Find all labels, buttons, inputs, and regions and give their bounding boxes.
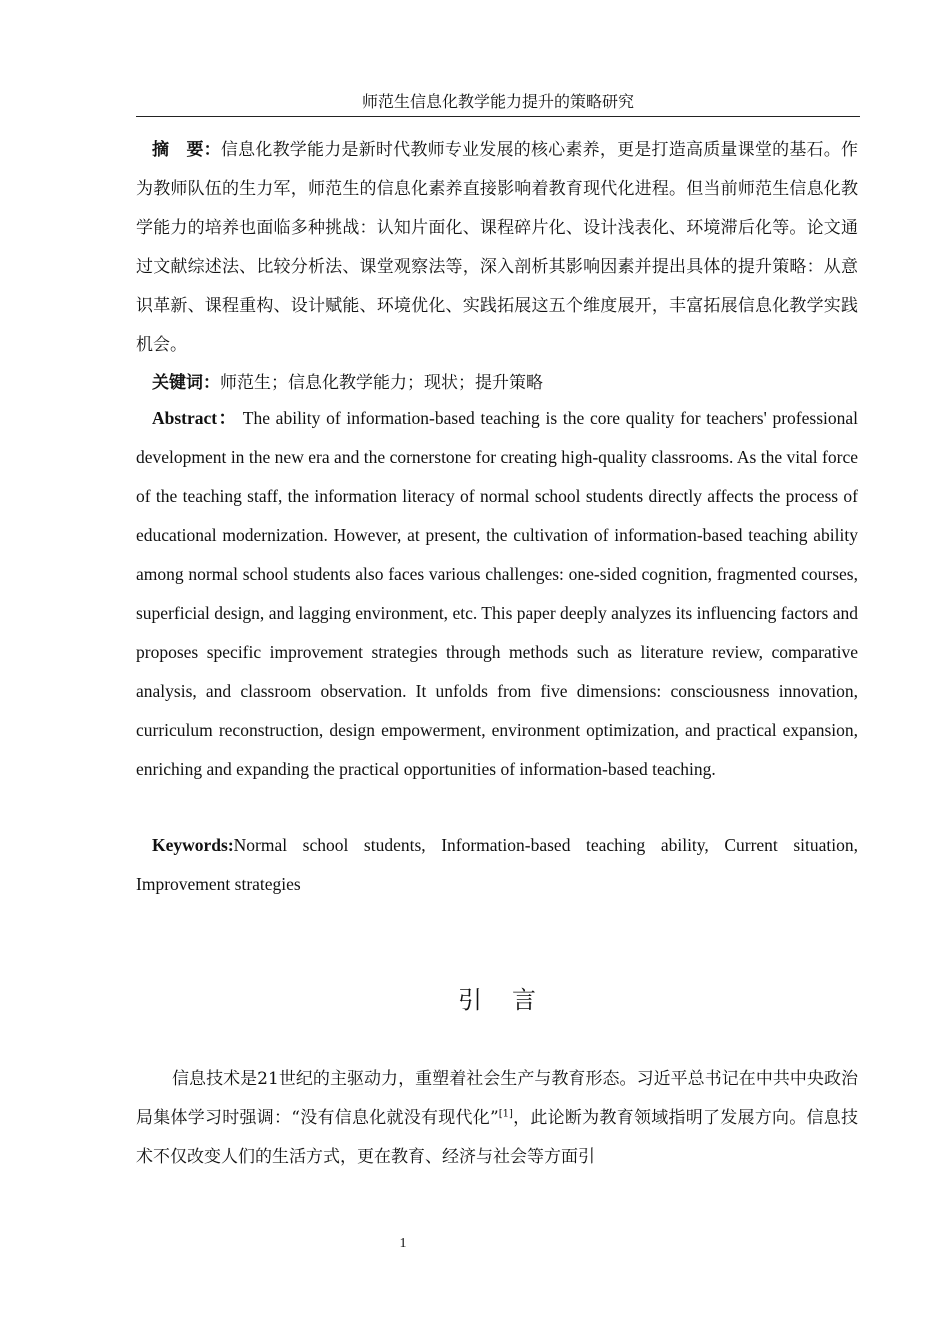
running-header	[136, 92, 860, 117]
section-heading-part1: 引	[458, 986, 484, 1014]
english-keywords-text: Normal school students, Information-based teaching ability, Current situation, Improvement strategies	[136, 835, 858, 894]
intro-text-before: 信息技术是21世纪的主驱动力，重塑着社会生产与教育形态。习近平总书记在中共中央政治局集体学习时强调：“没有信息化就没有现代化”	[136, 1069, 858, 1128]
section-heading-introduction	[136, 982, 860, 1018]
section-heading-part2: 言	[512, 986, 538, 1014]
citation-marker[interactable]: [1]	[498, 1108, 513, 1120]
chinese-abstract	[136, 131, 858, 365]
page-number: 1	[399, 1236, 407, 1251]
intro-text-after: ，此论断为教育领域指明了发展方向。信息技术不仅改变人们的生活方式，更在教育、经济与社会等方面引	[136, 1108, 858, 1167]
chinese-keywords	[136, 364, 858, 403]
english-abstract-label: Abstract：	[152, 408, 238, 428]
chinese-abstract-text: 信息化教学能力是新时代教师专业发展的核心素养，更是打造高质量课堂的基石。作为教师队伍的生力军，师范生的信息化素养直接影响着教育现代化进程。但当前师范生信息化教学能力的培养也面临多种挑战：认知片面化、课程碎片化、设计浅表化、环境滞后化等。论文通过文献综述法、比较分析法、课堂观察法等，深入剖析其影响因素并提出具体的提升策略：从意识革新、课程重构、设计赋能、环境优化、实践拓展这五个维度展开，丰富拓展信息化教学实践机会。	[136, 140, 859, 355]
chinese-keywords-text: 师范生；信息化教学能力；现状；提升策略	[220, 373, 543, 393]
english-abstract	[136, 399, 858, 789]
english-abstract-text: The ability of information-based teaching is the core quality for teachers' professional development in the new era and the cornerstone for creating high-quality classrooms. As the vital force of the teaching staff, the information literacy of normal school students directly affects the process of educational modernization. However, at present, the cultivation of information-based teaching ability among normal school students also faces various challenges: one-sided cognition, fragmented courses, superficial design, and lagging environment, etc. This paper deeply analyzes its influencing factors and proposes specific improvement strategies through methods such as literature review, comparative analysis, and classroom observation. It unfolds from five dimensions: consciousness innovation, curriculum reconstruction, design empowerment, environment optimization, and practical expansion, enriching and expanding the practical opportunities of information-based teaching.	[136, 408, 859, 779]
english-keywords	[136, 826, 858, 904]
chinese-abstract-label: 摘 要：	[152, 140, 221, 160]
introduction-paragraph	[136, 1060, 858, 1177]
running-header-title: 师范生信息化教学能力提升的策略研究	[361, 92, 634, 111]
english-keywords-label: Keywords:	[152, 835, 234, 855]
chinese-keywords-label: 关键词：	[152, 373, 220, 393]
